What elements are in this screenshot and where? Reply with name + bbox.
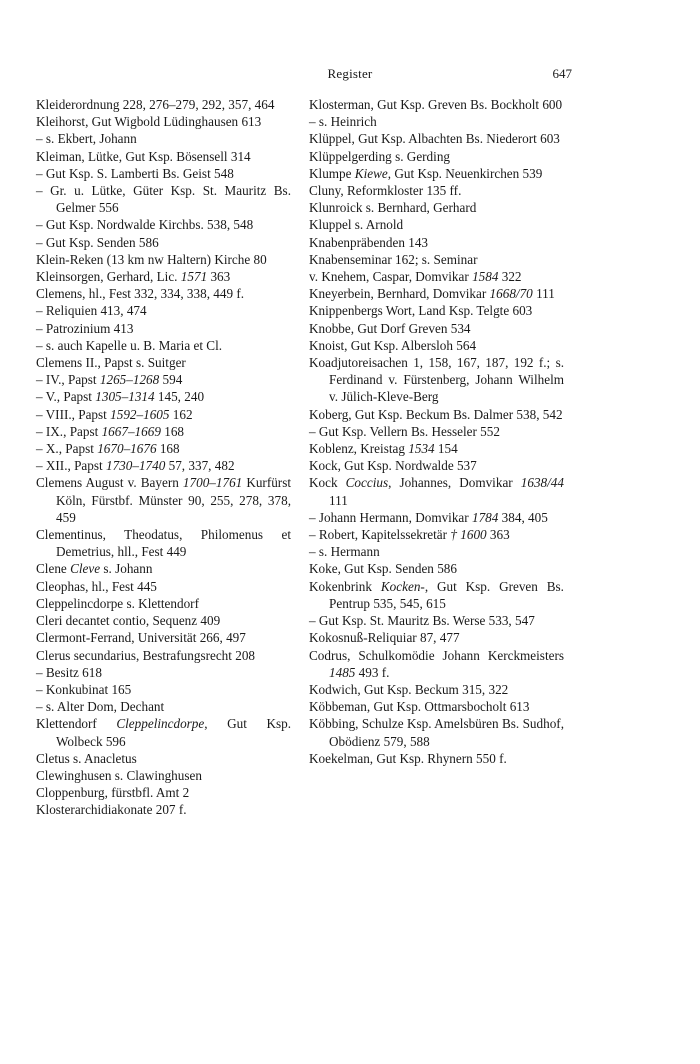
index-entry-text: , Gut Ksp. Greven Bs. Pentrup 535, 545, 615 bbox=[329, 578, 564, 611]
index-entry bbox=[36, 801, 291, 818]
index-entry-italic-text: 1700–1761 bbox=[182, 475, 243, 491]
index-entry-text: Kleinsorgen, Gerhard, Lic. bbox=[36, 269, 181, 285]
index-entry-italic-text: Coccius bbox=[345, 475, 389, 491]
index-entry-text: – Gut Ksp. Senden 586 bbox=[36, 234, 159, 250]
page-number: 647 bbox=[552, 66, 572, 81]
index-entry bbox=[309, 629, 564, 646]
index-entry bbox=[36, 784, 291, 801]
index-entry bbox=[309, 715, 564, 749]
index-entry-text: – s. Heinrich bbox=[309, 114, 377, 130]
index-entry-italic-text: 1667–1669 bbox=[101, 423, 161, 439]
index-entry bbox=[309, 182, 564, 199]
index-entry-text: Clemens II., Papst s. Suitger bbox=[36, 355, 186, 371]
index-entry-text: v. Knehem, Caspar, Domvikar bbox=[309, 269, 473, 285]
index-entry-italic-text: Cleve bbox=[70, 561, 101, 577]
index-entry-italic-text: 1571 bbox=[180, 269, 208, 285]
index-entry bbox=[36, 285, 291, 302]
index-entry-text: – Gut Ksp. Vellern Bs. Hesseler 552 bbox=[309, 423, 500, 439]
index-entry-text: 168 bbox=[156, 441, 180, 457]
index-entry-italic-text: 1305–1314 bbox=[95, 389, 155, 405]
index-entry-text: Knobbe, Gut Dorf Greven 534 bbox=[309, 320, 471, 336]
index-entry bbox=[36, 423, 291, 440]
index-entry-text: Clewinghusen s. Clawinghusen bbox=[36, 767, 202, 783]
index-entry-text: Cleri decantet contio, Sequenz 409 bbox=[36, 613, 221, 629]
index-entry bbox=[36, 715, 291, 749]
index-entry-italic-text: 1668/70 bbox=[489, 286, 533, 302]
index-entry-text: Koadjutoreisachen 1, 158, 167, 187, 192 f.; s. Ferdinand v. Fürstenberg, Johann Wilhelm v. Jülich-Kleve-Berg bbox=[309, 355, 564, 405]
index-entry-text: Kleihorst, Gut Wigbold Lüdinghausen 613 bbox=[36, 114, 262, 130]
index-entry-text: – Besitz 618 bbox=[36, 664, 102, 680]
index-entry bbox=[309, 216, 564, 233]
index-entry-text: Kleiman, Lütke, Gut Ksp. Bösensell 314 bbox=[36, 148, 251, 164]
index-entry bbox=[36, 578, 291, 595]
index-entry-text: – Gut Ksp. Nordwalde Kirchbs. 538, 548 bbox=[36, 217, 254, 233]
index-entry-text: Cluny, Reformkloster 135 ff. bbox=[309, 183, 462, 199]
index-entry-text: – Gut Ksp. St. Mauritz Bs. Werse 533, 547 bbox=[309, 613, 535, 629]
index-entry bbox=[309, 578, 564, 612]
index-entry bbox=[309, 285, 564, 302]
index-entry-text: Koekelman, Gut Ksp. Rhynern 550 f. bbox=[309, 750, 507, 766]
index-entry-text: – IX., Papst bbox=[36, 423, 102, 439]
index-entry bbox=[309, 165, 564, 182]
index-entry-text: Clementinus, Theodatus, Philomenus et Demetrius, hll., Fest 449 bbox=[36, 527, 291, 560]
index-entry bbox=[309, 148, 564, 165]
index-entry bbox=[309, 474, 564, 508]
index-entry-text: 57, 337, 482 bbox=[165, 458, 235, 474]
index-entry bbox=[36, 268, 291, 285]
index-entry-text: Knabenpräbenden 143 bbox=[309, 234, 429, 250]
index-entry-text: 493 f. bbox=[355, 664, 390, 680]
index-entry-text: – Johann Hermann, Domvikar bbox=[309, 509, 472, 525]
index-entry-italic-text: 1670–1676 bbox=[97, 441, 157, 457]
index-entry-text: Kock bbox=[309, 475, 346, 491]
index-entry-text: Kock, Gut Ksp. Nordwalde 537 bbox=[309, 458, 477, 474]
index-entry bbox=[309, 526, 564, 543]
index-entry bbox=[36, 664, 291, 681]
index-entry bbox=[309, 406, 564, 423]
index-entry-text: Kokenbrink bbox=[309, 578, 381, 594]
index-entry-text: – Reliquien 413, 474 bbox=[36, 303, 147, 319]
index-entry-text: Köbbeman, Gut Ksp. Ottmarsbocholt 613 bbox=[309, 699, 530, 715]
index-entry bbox=[309, 543, 564, 560]
index-entry-text: 168 bbox=[160, 423, 184, 439]
index-entry bbox=[309, 113, 564, 130]
index-entry-text: – s. auch Kapelle u. B. Maria et Cl. bbox=[36, 337, 223, 353]
index-entry-text: – Gr. u. Lütke, Güter Ksp. St. Mauritz Bs. Gelmer 556 bbox=[36, 183, 291, 216]
index-entry-text: Koke, Gut Ksp. Senden 586 bbox=[309, 561, 457, 577]
index-entry-text: – Gut Ksp. S. Lamberti Bs. Geist 548 bbox=[36, 165, 234, 181]
index-entry bbox=[36, 698, 291, 715]
index-entry-italic-text: Cleppelincdorpe bbox=[116, 716, 205, 732]
index-entry-text: Codrus, Schulkomödie Johann Kerckmeisters bbox=[309, 647, 564, 663]
index-entry bbox=[36, 474, 291, 526]
index-entry bbox=[309, 612, 564, 629]
index-entry bbox=[36, 182, 291, 216]
index-entry-text: Clemens, hl., Fest 332, 334, 338, 449 f. bbox=[36, 286, 245, 302]
index-entry bbox=[36, 629, 291, 646]
index-entry bbox=[36, 234, 291, 251]
index-entry bbox=[36, 647, 291, 664]
index-entry-text: 322 bbox=[498, 269, 522, 285]
index-entry-text: 363 bbox=[207, 269, 231, 285]
index-entry-text: Kneyerbein, Bernhard, Domvikar bbox=[309, 286, 490, 302]
index-entry-text: Kurfürst Köln, Fürstbf. Münster 90, 255, 278, 378, 459 bbox=[56, 475, 291, 525]
index-entry bbox=[36, 320, 291, 337]
index-entry-text: – X., Papst bbox=[36, 441, 98, 457]
index-entry bbox=[36, 440, 291, 457]
index-entry bbox=[36, 681, 291, 698]
index-entry bbox=[36, 767, 291, 784]
index-entry-text: Clene bbox=[36, 561, 71, 577]
index-entry-text: Clerus secundarius, Bestrafungsrecht 208 bbox=[36, 647, 256, 663]
index-entry bbox=[36, 113, 291, 130]
index-column-right bbox=[309, 96, 564, 767]
index-entry-text: Kodwich, Gut Ksp. Beckum 315, 322 bbox=[309, 681, 509, 697]
index-entry-text: Köbbing, Schulze Ksp. Amelsbüren Bs. Sudhof, Obödienz 579, 588 bbox=[309, 716, 564, 749]
index-entry bbox=[36, 595, 291, 612]
index-entry-text: Kluppel s. Arnold bbox=[309, 217, 404, 233]
index-entry-text: Klüppelgerding s. Gerding bbox=[309, 148, 451, 164]
index-entry-text: 111 bbox=[532, 286, 555, 302]
running-title: Register bbox=[327, 66, 373, 81]
index-entry bbox=[36, 96, 291, 113]
index-entry bbox=[309, 698, 564, 715]
index-entry-text: Klein-Reken (13 km nw Haltern) Kirche 80 bbox=[36, 251, 267, 267]
index-entry-text: Klosterman, Gut Ksp. Greven Bs. Bockholt 600 bbox=[309, 97, 563, 112]
index-entry-italic-text: 1730–1740 bbox=[105, 458, 166, 474]
index-entry bbox=[309, 320, 564, 337]
index-entry bbox=[36, 406, 291, 423]
index-entry bbox=[36, 165, 291, 182]
index-entry-text: 363 bbox=[486, 527, 510, 543]
index-entry bbox=[36, 148, 291, 165]
index-entry-italic-text: Kiewe bbox=[354, 165, 388, 181]
index-entry bbox=[309, 337, 564, 354]
index-entry-text: Klosterarchidiakonate 207 f. bbox=[36, 802, 187, 818]
index-entry-text: 154 bbox=[434, 441, 458, 457]
index-entry bbox=[309, 750, 564, 767]
index-entry bbox=[36, 612, 291, 629]
index-entry-text: Knoist, Gut Ksp. Albersloh 564 bbox=[309, 337, 477, 353]
index-entry-text: – XII., Papst bbox=[36, 458, 106, 474]
index-entry-italic-text: 1784 bbox=[471, 509, 499, 525]
index-entry bbox=[36, 216, 291, 233]
index-entry-text: 145, 240 bbox=[154, 389, 205, 405]
index-entry-text: Clemens August v. Bayern bbox=[36, 475, 183, 491]
index-entry bbox=[309, 268, 564, 285]
index-entry-italic-text: 1584 bbox=[472, 269, 499, 285]
index-entry-text: , Johannes, Domvikar bbox=[388, 475, 521, 491]
index-entry-text: – IV., Papst bbox=[36, 372, 100, 388]
index-entry-text: 594 bbox=[159, 372, 183, 388]
index-entry-text: – Patrozinium 413 bbox=[36, 320, 134, 336]
index-entry-text: Clermont-Ferrand, Universität 266, 497 bbox=[36, 630, 246, 646]
index-entry-text: 162 bbox=[169, 406, 193, 422]
index-entry bbox=[36, 371, 291, 388]
index-entry bbox=[309, 423, 564, 440]
index-entry bbox=[36, 750, 291, 767]
index-entry-text: , Gut Ksp. Wolbeck 596 bbox=[56, 716, 291, 749]
index-entry bbox=[36, 457, 291, 474]
index-entry bbox=[309, 440, 564, 457]
index-entry-text: Cloppenburg, fürstbfl. Amt 2 bbox=[36, 785, 190, 801]
index-entry-italic-text: Kocken- bbox=[380, 578, 425, 594]
index-entry bbox=[36, 302, 291, 319]
index-entry-text: – s. Hermann bbox=[309, 544, 380, 560]
index-entry-text: – V., Papst bbox=[36, 389, 96, 405]
index-entry-text: Kleiderordnung 228, 276–279, 292, 357, 464 bbox=[36, 97, 275, 112]
index-entry-text: 111 bbox=[329, 492, 348, 508]
index-entry bbox=[309, 354, 564, 406]
index-entry bbox=[309, 560, 564, 577]
index-entry bbox=[309, 457, 564, 474]
index-entry-text: Klüppel, Gut Ksp. Albachten Bs. Niederort 603 bbox=[309, 131, 560, 147]
index-column-left bbox=[36, 96, 291, 819]
index-entry bbox=[309, 234, 564, 251]
index-entry bbox=[309, 130, 564, 147]
index-entry-text: Cleophas, hl., Fest 445 bbox=[36, 578, 157, 594]
index-entry-text: Koberg, Gut Ksp. Beckum Bs. Dalmer 538, 542 bbox=[309, 406, 563, 422]
index-entry bbox=[36, 354, 291, 371]
index-entry-italic-text: 1265–1268 bbox=[99, 372, 160, 388]
index-entry-text: – s. Ekbert, Johann bbox=[36, 131, 137, 147]
index-entry bbox=[309, 251, 564, 268]
index-entry-italic-text: 1534 bbox=[408, 441, 435, 457]
index-entry-italic-text: 1592–1605 bbox=[110, 406, 170, 422]
index-entry bbox=[36, 251, 291, 268]
index-entry bbox=[309, 302, 564, 319]
index-entry-text: – VIII., Papst bbox=[36, 406, 111, 422]
index-entry bbox=[309, 509, 564, 526]
index-entry-text: – s. Alter Dom, Dechant bbox=[36, 699, 165, 715]
index-entry bbox=[36, 388, 291, 405]
index-entry-text: Knabenseminar 162; s. Seminar bbox=[309, 251, 478, 267]
index-entry bbox=[309, 199, 564, 216]
index-entry-italic-text: † 1600 bbox=[450, 527, 487, 543]
index-entry-text: Klettendorf bbox=[36, 716, 117, 732]
index-entry-text: Cletus s. Anacletus bbox=[36, 750, 137, 766]
index-entry bbox=[309, 681, 564, 698]
index-entry-text: – Konkubinat 165 bbox=[36, 681, 132, 697]
index-entry-italic-text: 1638/44 bbox=[520, 475, 564, 491]
index-entry-text: , Gut Ksp. Neuenkirchen 539 bbox=[387, 165, 543, 181]
index-entry-text: Cleppelincdorpe s. Klettendorf bbox=[36, 595, 199, 611]
index-entry-text: Klumpe bbox=[309, 165, 355, 181]
index-entry bbox=[309, 647, 564, 681]
index-entry-text: Knippenbergs Wort, Land Ksp. Telgte 603 bbox=[309, 303, 533, 319]
index-entry bbox=[36, 526, 291, 560]
index-entry bbox=[36, 130, 291, 147]
index-entry-text: – Robert, Kapitelssekretär bbox=[309, 527, 451, 543]
index-entry bbox=[309, 96, 564, 113]
index-entry-text: Kokosnuß-Reliquiar 87, 477 bbox=[309, 630, 460, 646]
index-entry-text: s. Johann bbox=[100, 561, 153, 577]
index-entry-text: Klunroick s. Bernhard, Gerhard bbox=[309, 200, 477, 216]
index-entry-italic-text: 1485 bbox=[329, 664, 356, 680]
index-entry-text: 384, 405 bbox=[498, 509, 548, 525]
index-entry bbox=[36, 560, 291, 577]
index-entry bbox=[36, 337, 291, 354]
index-entry-text: Koblenz, Kreistag bbox=[309, 441, 409, 457]
